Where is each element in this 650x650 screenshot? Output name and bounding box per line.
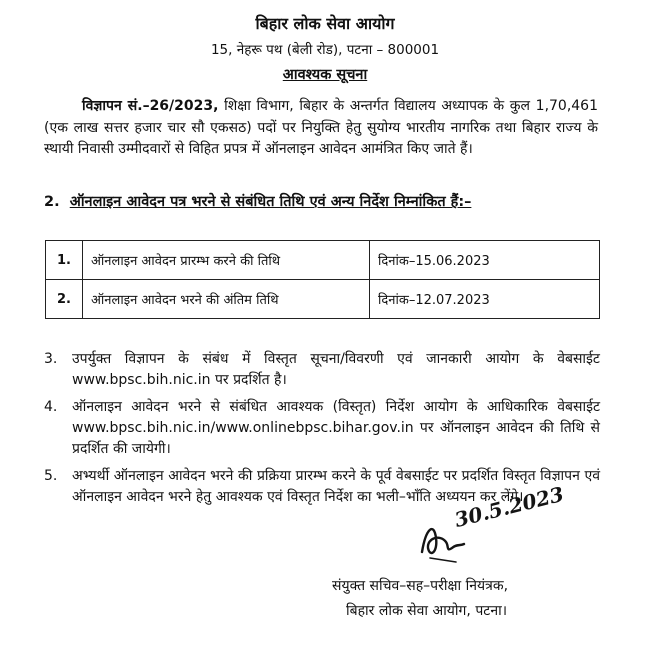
paragraph-advertisement <box>44 96 598 161</box>
row-label: ऑनलाइन आवेदन प्रारम्भ करने की तिथि <box>83 241 370 280</box>
list-item: 5. अभ्यर्थी ऑनलाइन आवेदन भरने की प्रक्रिया प्रारम्भ करने के पूर्व वेबसाईट पर प्रदर्शित विस्तृत विज्ञापन एवं ऑनलाइन आवेदन भरने हेतु आवश्यक एवं विस्तृत निर्देश का भली–भाँति अध्ययन कर लेंगे। <box>44 468 600 505</box>
list-item: 4. ऑनलाइन आवेदन भरने से संबंधित आवश्यक (विस्तृत) निर्देश आयोग के आधिकारिक वेबसाईट www.bpsc.bih.nic.in/www.onlinebpsc.bihar.gov.in पर ऑनलाइन आवेदन की तिथि से प्रदर्शित की जायेगी। <box>44 399 600 457</box>
row-date: दिनांक–15.06.2023 <box>370 241 600 280</box>
signatory-office: बिहार लोक सेवा आयोग, पटना। <box>346 603 508 619</box>
table-row <box>46 241 600 280</box>
section-2-heading: 2. ऑनलाइन आवेदन पत्र भरने से संबंधित तिथि एवं अन्य निर्देश निम्नांकित हैं:– <box>44 194 472 210</box>
row-number: 2. <box>46 280 83 319</box>
row-number: 1. <box>46 241 83 280</box>
notice-title: आवश्यक सूचना <box>282 67 368 83</box>
dates-table <box>45 240 600 319</box>
signature-date: 30.5.2023 <box>452 481 567 532</box>
row-label: ऑनलाइन आवेदन भरने की अंतिम तिथि <box>83 280 370 319</box>
table-row <box>46 280 600 319</box>
row-date: दिनांक–12.07.2023 <box>370 280 600 319</box>
organization-address: 15, नेहरू पथ (बेली रोड), पटना – 800001 <box>210 42 440 58</box>
organization-name: बिहार लोक सेवा आयोग <box>255 14 395 33</box>
signatory-designation: संयुक्त सचिव–सह–परीक्षा नियंत्रक, <box>332 578 509 594</box>
advertisement-number: विज्ञापन सं.–26/2023, <box>82 98 219 114</box>
list-item: 3. उपर्युक्त विज्ञापन के संबंध में विस्तृत सूचना/विवरणी एवं जानकारी आयोग के वेबसाईट www.bpsc.bih.nic.in पर प्रदर्शित है। <box>44 351 600 388</box>
paragraph-text: शिक्षा विभाग, बिहार के अन्तर्गत विद्यालय अध्यापक के कुल 1,70,461 (एक लाख सत्तर हजार चार सौ एकसठ) पदों पर नियुक्ति हेतु सुयोग्य भारतीय नागरिक तथा बिहार राज्य के स्थायी निवासी उम्मीदवारों से विहित प्रपत्र में ऑनलाइन आवेदन आमंत्रित किए जाते हैं। <box>44 98 599 157</box>
